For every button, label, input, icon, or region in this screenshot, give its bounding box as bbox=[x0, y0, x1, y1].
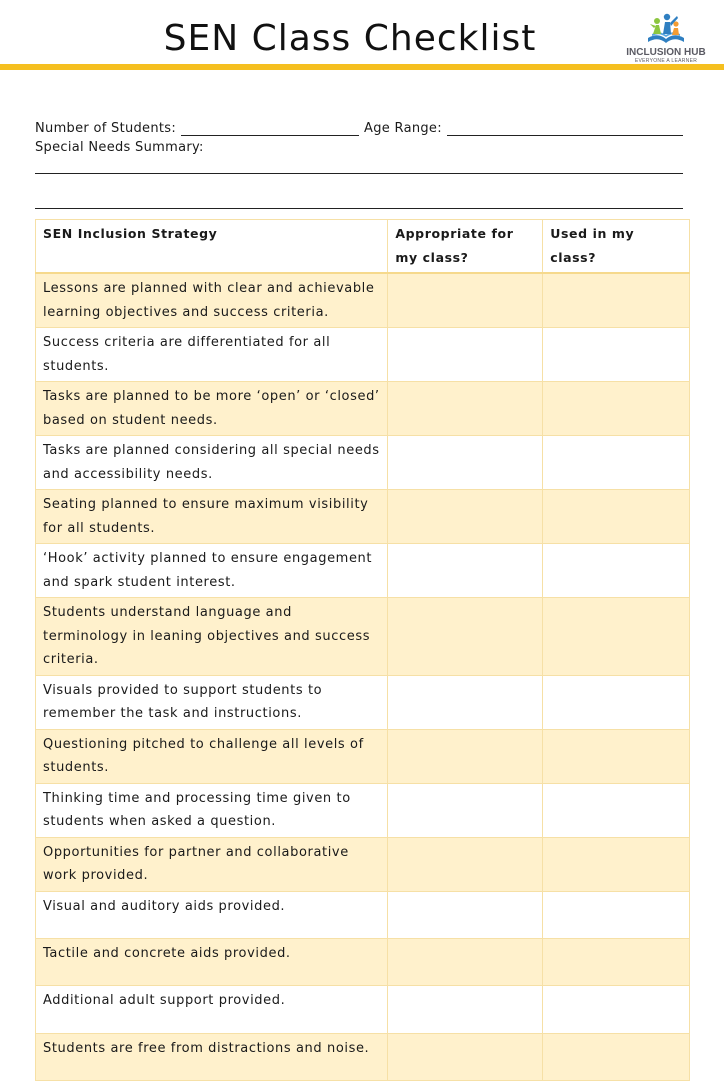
page-header bbox=[0, 0, 724, 72]
used-cell[interactable] bbox=[543, 273, 690, 328]
used-cell[interactable] bbox=[543, 328, 690, 382]
header-divider bbox=[0, 64, 724, 70]
appropriate-cell[interactable] bbox=[388, 273, 543, 328]
students-field[interactable] bbox=[181, 122, 359, 136]
strategy-cell: Students understand language and terminology in leaning objectives and success criteria. bbox=[36, 598, 388, 676]
strategy-cell: ‘Hook’ activity planned to ensure engagement and spark student interest. bbox=[36, 544, 388, 598]
people-book-logo-icon bbox=[644, 12, 688, 46]
table-row bbox=[36, 490, 690, 544]
used-cell[interactable] bbox=[543, 837, 690, 891]
table-row bbox=[36, 273, 690, 328]
appropriate-cell[interactable] bbox=[388, 891, 543, 938]
used-cell[interactable] bbox=[543, 1033, 690, 1080]
used-cell[interactable] bbox=[543, 436, 690, 490]
appropriate-cell[interactable] bbox=[388, 938, 543, 985]
strategy-cell: Success criteria are differentiated for all students. bbox=[36, 328, 388, 382]
students-label: Number of Students: bbox=[35, 121, 177, 136]
appropriate-cell[interactable] bbox=[388, 598, 543, 676]
summary-label: Special Needs Summary: bbox=[35, 140, 204, 155]
appropriate-cell[interactable] bbox=[388, 986, 543, 1033]
strategy-cell: Questioning pitched to challenge all levels of students. bbox=[36, 729, 388, 783]
appropriate-cell[interactable] bbox=[388, 328, 543, 382]
used-cell[interactable] bbox=[543, 490, 690, 544]
strategy-cell: Tactile and concrete aids provided. bbox=[36, 938, 388, 985]
table-row bbox=[36, 938, 690, 985]
appropriate-cell[interactable] bbox=[388, 675, 543, 729]
table-row bbox=[36, 837, 690, 891]
used-cell[interactable] bbox=[543, 783, 690, 837]
strategy-cell: Additional adult support provided. bbox=[36, 986, 388, 1033]
table-row bbox=[36, 986, 690, 1033]
strategy-cell: Seating planned to ensure maximum visibility for all students. bbox=[36, 490, 388, 544]
appropriate-cell[interactable] bbox=[388, 544, 543, 598]
strategy-checklist-table bbox=[35, 219, 690, 1081]
table-row bbox=[36, 436, 690, 490]
appropriate-cell[interactable] bbox=[388, 1033, 543, 1080]
appropriate-cell[interactable] bbox=[388, 783, 543, 837]
table-row bbox=[36, 729, 690, 783]
age-range-label: Age Range: bbox=[364, 121, 442, 136]
header-used: Used in my class? bbox=[543, 220, 690, 274]
strategy-cell: Visual and auditory aids provided. bbox=[36, 891, 388, 938]
class-info-form bbox=[35, 116, 683, 155]
used-cell[interactable] bbox=[543, 729, 690, 783]
used-cell[interactable] bbox=[543, 382, 690, 436]
appropriate-cell[interactable] bbox=[388, 837, 543, 891]
appropriate-cell[interactable] bbox=[388, 382, 543, 436]
inclusion-hub-logo bbox=[614, 10, 718, 66]
header-strategy: SEN Inclusion Strategy bbox=[36, 220, 388, 274]
logo-tagline: EVERYONE A LEARNER bbox=[634, 58, 698, 64]
summary-line-2[interactable] bbox=[35, 208, 683, 209]
age-range-field[interactable] bbox=[447, 122, 683, 136]
used-cell[interactable] bbox=[543, 891, 690, 938]
strategy-cell: Opportunities for partner and collaborative work provided. bbox=[36, 837, 388, 891]
students-age-row bbox=[35, 116, 683, 136]
page-title: SEN Class Checklist bbox=[163, 18, 537, 59]
table-header-row bbox=[36, 220, 690, 274]
table-row bbox=[36, 1033, 690, 1080]
strategy-cell: Thinking time and processing time given to students when asked a question. bbox=[36, 783, 388, 837]
header-appropriate: Appropriate for my class? bbox=[388, 220, 543, 274]
strategy-cell: Tasks are planned to be more ‘open’ or ‘closed’ based on student needs. bbox=[36, 382, 388, 436]
used-cell[interactable] bbox=[543, 598, 690, 676]
appropriate-cell[interactable] bbox=[388, 729, 543, 783]
appropriate-cell[interactable] bbox=[388, 490, 543, 544]
strategy-cell: Students are free from distractions and noise. bbox=[36, 1033, 388, 1080]
appropriate-cell[interactable] bbox=[388, 436, 543, 490]
table-row bbox=[36, 675, 690, 729]
table-row bbox=[36, 783, 690, 837]
table-row bbox=[36, 598, 690, 676]
table-row bbox=[36, 891, 690, 938]
strategy-cell: Lessons are planned with clear and achievable learning objectives and success criteria. bbox=[36, 273, 388, 328]
strategy-cell: Tasks are planned considering all special needs and accessibility needs. bbox=[36, 436, 388, 490]
used-cell[interactable] bbox=[543, 986, 690, 1033]
used-cell[interactable] bbox=[543, 544, 690, 598]
summary-line-1[interactable] bbox=[35, 173, 683, 174]
logo-name: INCLUSION HUB bbox=[626, 47, 706, 58]
used-cell[interactable] bbox=[543, 675, 690, 729]
table-row bbox=[36, 544, 690, 598]
strategy-cell: Visuals provided to support students to remember the task and instructions. bbox=[36, 675, 388, 729]
table-row bbox=[36, 328, 690, 382]
table-row bbox=[36, 382, 690, 436]
used-cell[interactable] bbox=[543, 938, 690, 985]
